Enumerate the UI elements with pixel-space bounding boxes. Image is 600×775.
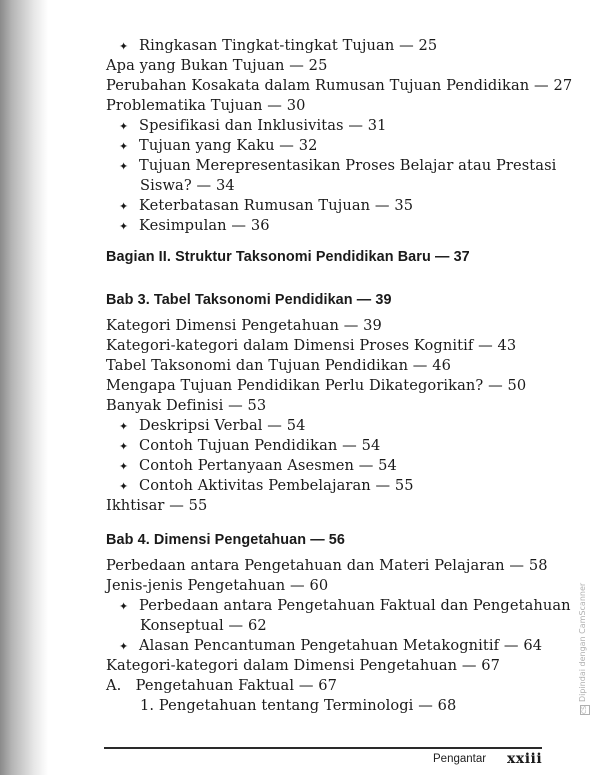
toc-subitem: ✦ Ringkasan Tingkat-tingkat Tujuan — 25 [119,37,438,54]
bullet-icon: ✦ [119,120,129,133]
toc-item: Jenis-jenis Pengetahuan — 60 [106,577,329,594]
toc-item: Tabel Taksonomi dan Tujuan Pendidikan — 46 [106,357,452,374]
chapter-heading: Bab 4. Dimensi Pengetahuan — 56 [106,532,346,548]
bullet-icon: ✦ [119,640,129,653]
bullet-icon: ✦ [119,600,129,613]
toc-subitem: ✦ Tujuan Merepresentasikan Proses Belajar atau Prestasi [119,157,557,174]
toc-subitem: ✦ Alasan Pencantuman Pengetahuan Metakognitif — 64 [119,637,543,654]
bullet-icon: ✦ [119,200,129,213]
bullet-icon: ✦ [119,440,129,453]
toc-item: Kategori-kategori dalam Dimensi Proses Kognitif — 43 [106,337,517,354]
bullet-icon: ✦ [119,160,129,173]
toc-item: Mengapa Tujuan Pendidikan Perlu Dikategorikan? — 50 [106,377,527,394]
toc-subitem: ✦ Perbedaan antara Pengetahuan Faktual dan Pengetahuan [119,597,571,614]
toc-item: Apa yang Bukan Tujuan — 25 [106,57,328,74]
toc-subitem: ✦ Keterbatasan Rumusan Tujuan — 35 [119,197,414,214]
toc-item: Kategori Dimensi Pengetahuan — 39 [106,317,382,334]
bullet-icon: ✦ [119,460,129,473]
camscanner-icon: CS [581,706,588,714]
toc-subitem-continuation: Konseptual — 62 [140,617,267,634]
toc-subitem: ✦ Contoh Tujuan Pendidikan — 54 [119,437,381,454]
toc-item: Ikhtisar — 55 [106,497,208,514]
toc-item: Kategori-kategori dalam Dimensi Pengetahuan — 67 [106,657,501,674]
toc-item: Perubahan Kosakata dalam Rumusan Tujuan Pendidikan — 27 [106,77,573,94]
bullet-icon: ✦ [119,420,129,433]
watermark-text: Dipindai dengan CamScanner [578,582,587,702]
footer-rule [104,747,542,749]
toc-subitem: ✦ Tujuan yang Kaku — 32 [119,137,318,154]
toc-subitem-continuation: Siswa? — 34 [140,177,235,194]
chapter-heading: Bab 3. Tabel Taksonomi Pendidikan — 39 [106,292,392,308]
toc-item: Perbedaan antara Pengetahuan dan Materi Pelajaran — 58 [106,557,548,574]
page-number: xxiii [507,751,543,767]
bullet-icon: ✦ [119,220,129,233]
toc-item: Banyak Definisi — 53 [106,397,267,414]
bullet-icon: ✦ [119,480,129,493]
toc-item: Problematika Tujuan — 30 [106,97,306,114]
part-heading: Bagian II. Struktur Taksonomi Pendidikan Baru — 37 [106,249,470,265]
toc-subitem: ✦ Contoh Pertanyaan Asesmen — 54 [119,457,397,474]
bullet-icon: ✦ [119,40,129,53]
toc-subitem: ✦ Spesifikasi dan Inklusivitas — 31 [119,117,387,134]
toc-subitem: 1. Pengetahuan tentang Terminologi — 68 [140,697,457,714]
toc-subitem: ✦ Kesimpulan — 36 [119,217,270,234]
toc-subitem: ✦ Deskripsi Verbal — 54 [119,417,306,434]
bullet-icon: ✦ [119,140,129,153]
footer-label: Pengantar [433,753,487,765]
toc-subitem: ✦ Contoh Aktivitas Pembelajaran — 55 [119,477,414,494]
scanner-watermark [578,583,590,715]
toc-item: A. Pengetahuan Faktual — 67 [106,677,338,694]
